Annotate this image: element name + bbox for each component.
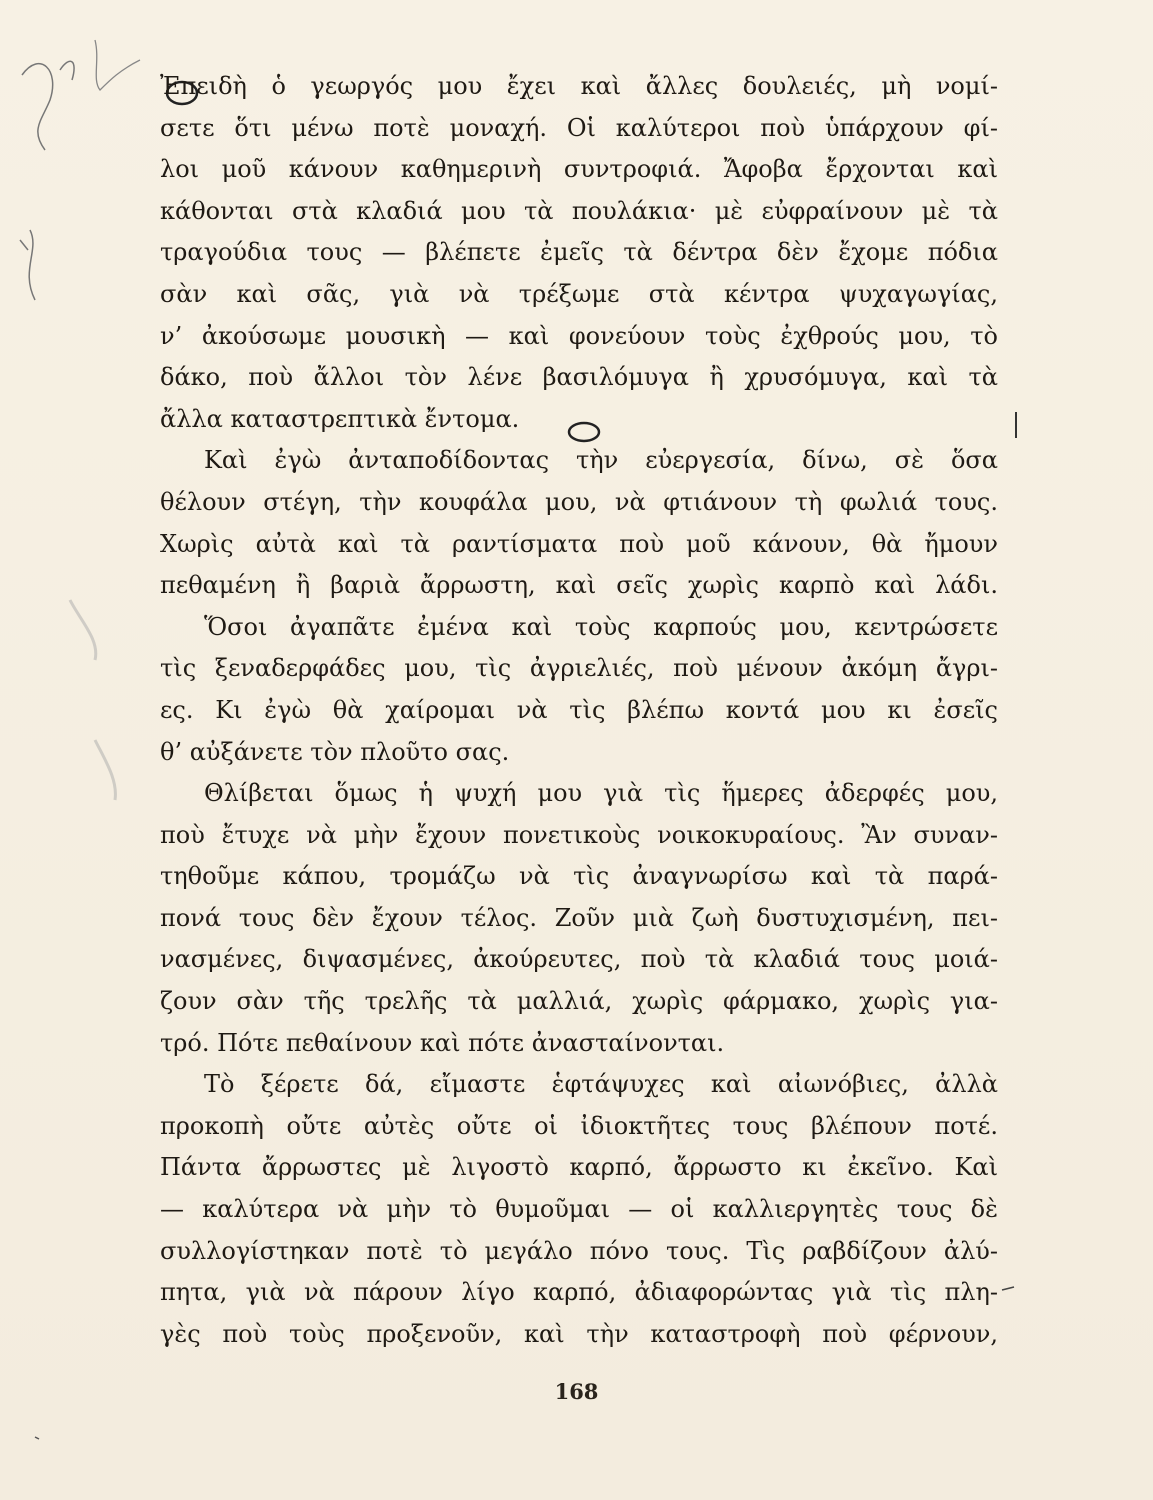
text-line: τὶς ξεναδερφάδες μου, τὶς ἀγριελιές, ποὺ μένουν ἀκόμη ἄγρι- xyxy=(160,654,998,683)
text-line: σὰν καὶ σᾶς, γιὰ νὰ τρέξωμε στὰ κέντρα ψυχαγωγίας, xyxy=(160,279,998,308)
text-line: πονά τους δὲν ἔχουν τέλος. Ζοῦν μιὰ ζωὴ δυστυχισμένη, πει- xyxy=(160,903,998,932)
text-line: κάθονται στὰ κλαδιά μου τὰ πουλάκια· μὲ εὐφραίνουν μὲ τὰ xyxy=(160,196,998,225)
pencil-mark xyxy=(95,40,140,90)
text-line: λοι μοῦ κάνουν καθημερινὴ συντροφιά. Ἄφοβα ἔρχονται καὶ xyxy=(160,155,998,184)
page-number: 168 xyxy=(554,1379,599,1404)
text-line: θέλουν στέγη, τὴν κουφάλα μου, νὰ φτιάνουν τὴ φωλιά τους. xyxy=(160,487,998,516)
text-line: δάκο, ποὺ ἄλλοι τὸν λένε βασιλόμυγα ἢ χρυσόμυγα, καὶ τὰ xyxy=(160,363,998,392)
text-line: ζουν σὰν τῆς τρελῆς τὰ μαλλιά, χωρὶς φάρμακο, χωρὶς για- xyxy=(160,987,998,1016)
text-line: τρό. Πότε πεθαίνουν καὶ πότε ἀνασταίνονται. xyxy=(160,1028,725,1057)
pencil-mark xyxy=(20,230,35,300)
text-line: Θλίβεται ὅμως ἡ ψυχή μου γιὰ τὶς ἥμερες ἀδερφές μου, xyxy=(204,779,998,808)
pencil-smudge xyxy=(70,600,115,800)
text-line: γὲς ποὺ τοὺς προξενοῦν, καὶ τὴν καταστροφὴ ποὺ φέρνουν, xyxy=(160,1319,998,1348)
text-line: Ὅσοι ἀγαπᾶτε ἐμένα καὶ τοὺς καρπούς μου, κεντρώσετε xyxy=(204,612,998,641)
margin-dash xyxy=(1002,1287,1014,1290)
text-line: θ’ αὐξάνετε τὸν πλοῦτο σας. xyxy=(160,737,510,766)
text-line: Τὸ ξέρετε δά, εἴμαστε ἑφτάψυχες καὶ αἰωνόβιες, ἀλλὰ xyxy=(204,1070,998,1099)
text-line: προκοπὴ οὔτε αὐτὲς οὔτε οἱ ἰδιοκτῆτες τους βλέπουν ποτέ. xyxy=(160,1111,998,1140)
text-line: Ἐπειδὴ ὁ γεωργός μου ἔχει καὶ ἄλλες δουλειές, μὴ νομί- xyxy=(160,72,998,100)
text-line: συλλογίστηκαν ποτὲ τὸ μεγάλο πόνο τους. Τὶς ραβδίζουν ἀλύ- xyxy=(160,1236,998,1265)
text-line: πητα, γιὰ νὰ πάρουν λίγο καρπό, ἀδιαφορώντας γιὰ τὶς πλη- xyxy=(160,1278,998,1307)
text-line: Καὶ ἐγὼ ἀνταποδίδοντας τὴν εὐεργεσία, δίνω, σὲ ὅσα xyxy=(204,446,998,475)
text-line: σετε ὅτι μένω ποτὲ μοναχή. Οἱ καλύτεροι ποὺ ὑπάρχουν φί- xyxy=(160,113,998,142)
text-line: ποὺ ἔτυχε νὰ μὴν ἔχουν πονετικοὺς νοικοκυραίους. Ἂν συναν- xyxy=(160,820,998,849)
text-line: — καλύτερα νὰ μὴν τὸ θυμοῦμαι — οἱ καλλιεργητὲς τους δὲ xyxy=(160,1195,998,1224)
pencil-mark xyxy=(22,61,74,150)
body-text xyxy=(160,66,998,1355)
text-line: ν’ ἀκούσωμε μουσικὴ — καὶ φονεύουν τοὺς ἐχθρούς μου, τὸ xyxy=(160,321,998,350)
text-line: Πάντα ἄρρωστες μὲ λιγοστὸ καρπό, ἄρρωστο κι ἐκεῖνο. Καὶ xyxy=(160,1153,998,1182)
text-line: τραγούδια τους — βλέπετε ἐμεῖς τὰ δέντρα δὲν ἔχομε πόδια xyxy=(160,238,998,267)
text-line: ες. Κι ἐγὼ θὰ χαίρομαι νὰ τὶς βλέπω κοντά μου κι ἐσεῖς xyxy=(160,695,998,724)
margin-dash xyxy=(35,1437,39,1439)
text-line: ἄλλα καταστρεπτικὰ ἔντομα. xyxy=(160,404,520,433)
text-line: τηθοῦμε κάπου, τρομάζω νὰ τὶς ἀναγνωρίσω καὶ τὰ παρά- xyxy=(160,862,998,891)
text-line: πεθαμένη ἢ βαριὰ ἄρρωστη, καὶ σεῖς χωρὶς καρπὸ καὶ λάδι. xyxy=(160,571,998,600)
text-line: Χωρὶς αὐτὰ καὶ τὰ ραντίσματα ποὺ μοῦ κάνουν, θὰ ἤμουν xyxy=(160,529,998,558)
text-line: νασμένες, διψασμένες, ἀκούρευτες, ποὺ τὰ κλαδιά τους μοιά- xyxy=(160,945,998,974)
